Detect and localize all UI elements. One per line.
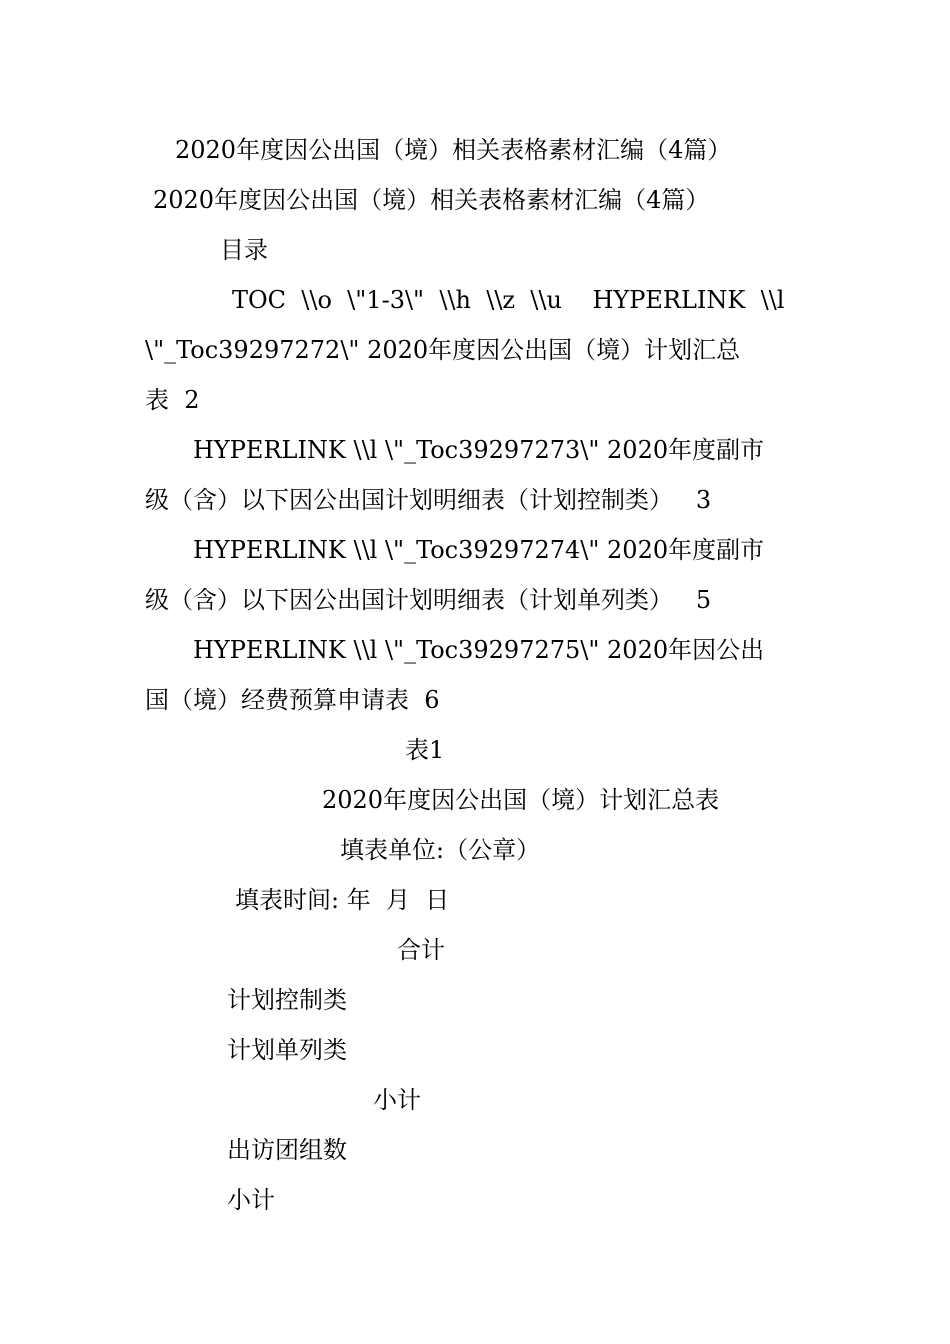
toc-field-code: TOC \\o \"1-3\" \\h \\z \\u HYPERLINK \\l [232,286,785,314]
fill-unit-label: 填表单位:（公章） [340,836,541,864]
total-label: 合计 [397,936,445,964]
table-title: 2020年度因公出国（境）计划汇总表 [322,786,720,814]
subtotal-label: 小计 [373,1086,421,1114]
fill-time-label: 填表时间: 年 月 日 [235,886,450,914]
toc-entry-2[interactable]: HYPERLINK \\l \"_Toc39297273\" 2020年度副市 [193,436,765,464]
row-plan-separate: 计划单列类 [227,1036,347,1064]
toc-entry-4[interactable]: HYPERLINK \\l \"_Toc39297275\" 2020年因公出 [193,636,765,664]
row-plan-control: 计划控制类 [227,986,347,1014]
document-title: 2020年度因公出国（境）相关表格素材汇编（4篇） [175,136,732,164]
toc-entry-1-page[interactable]: 表 2 [145,386,200,414]
toc-heading: 目录 [220,236,268,264]
row-delegations: 出访团组数 [227,1136,347,1164]
toc-entry-1[interactable]: \"_Toc39297272\" 2020年度因公出国（境）计划汇总 [145,336,741,364]
document-subtitle: 2020年度因公出国（境）相关表格素材汇编（4篇） [153,186,710,214]
subtotal-label-2: 小计 [227,1186,275,1214]
toc-entry-3[interactable]: HYPERLINK \\l \"_Toc39297274\" 2020年度副市 [193,536,765,564]
toc-entry-4-continued[interactable]: 国（境）经费预算申请表 6 [145,686,440,714]
toc-entry-3-continued[interactable]: 级（含）以下因公出国计划明细表（计划单列类） 5 [145,586,712,614]
toc-entry-2-continued[interactable]: 级（含）以下因公出国计划明细表（计划控制类） 3 [145,486,712,514]
table-number: 表1 [405,736,445,764]
